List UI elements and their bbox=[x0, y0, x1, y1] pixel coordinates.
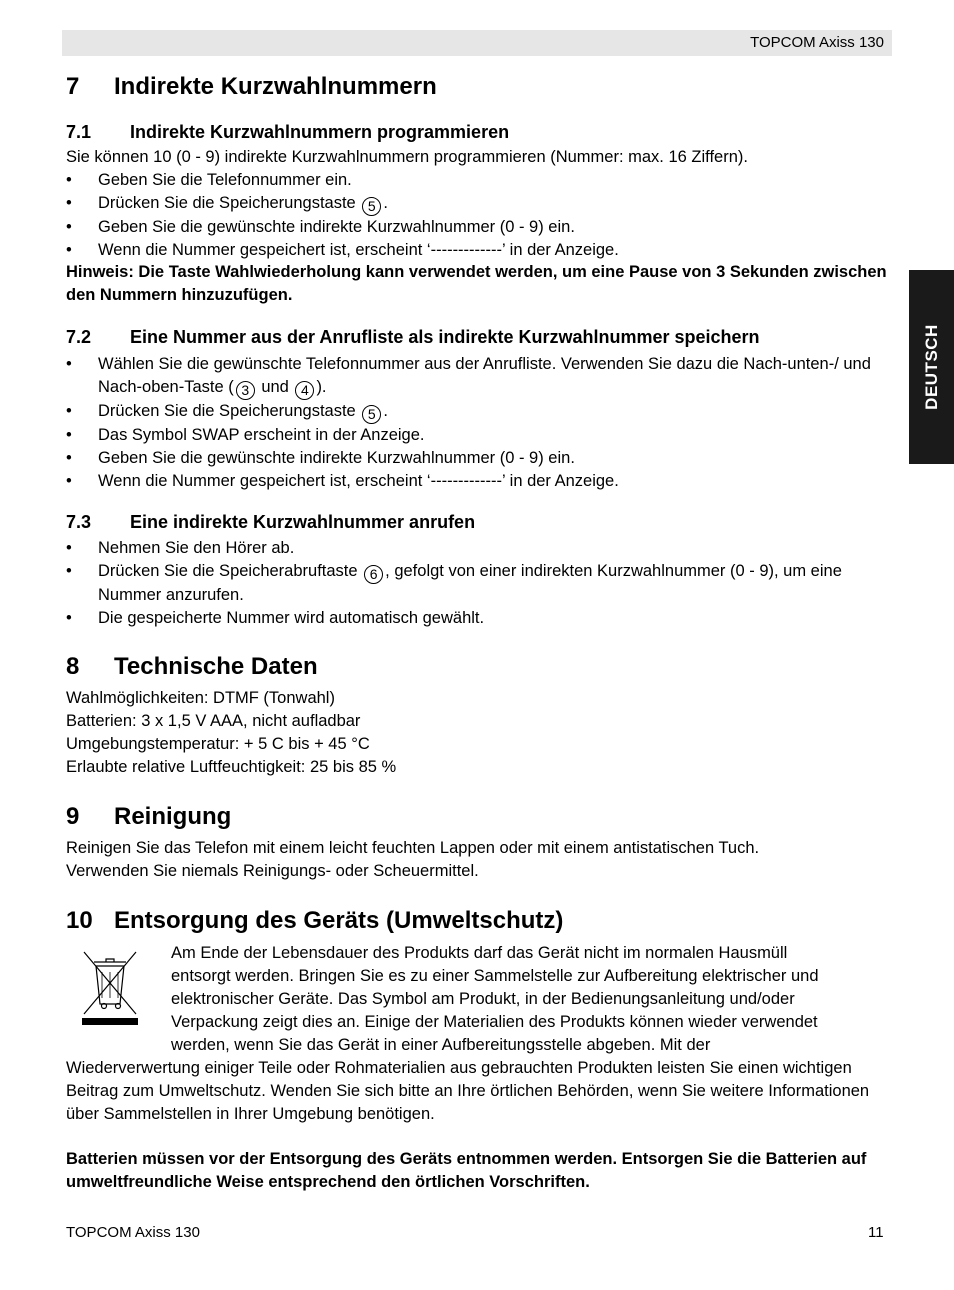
spec-line: Batterien: 3 x 1,5 V AAA, nicht aufladbar bbox=[66, 712, 361, 730]
list-item: • Drücken Sie die Speicherabruftaste 6 , gefolgt von einer indirekten Kurzwahlnummer (0 - 9), um eine Nummer anzurufen. bbox=[66, 562, 842, 604]
disposal-text-wrapped: Am Ende der Lebensdauer des Produkts darf das Gerät nicht im normalen Hausmüll entsorgt werden. Bringen Sie es zu einer Sammelstelle zur Aufbereitung elektrischer und elektronischer Geräte. Das Symbol am Produkt, in der Bedienungsanleitung und/oder Verpackung zeigt dies an. Einige der Materialien des Produkts können wieder verwendet werden, wenn Sie das Gerät in einer Aufbereitungsstelle abgeben. Mit der bbox=[171, 944, 819, 1054]
spec-line: Umgebungstemperatur: + 5 C bis + 45 °C bbox=[66, 735, 370, 753]
section-number: 8 bbox=[66, 653, 80, 680]
header-bar bbox=[62, 30, 892, 56]
disposal-text-rest: Wiederverwertung einiger Teile oder Rohmaterialien aus gebrauchten Produkten leisten Sie einen wichtigen Beitrag zum Umweltschutz. Wenden Sie sich bitte an Ihre örtlichen Behörden, wenn Sie weitere Informationen über Sammelstellen in Ihrer Umgebung benötigen. bbox=[66, 1059, 870, 1123]
section-title: Eine indirekte Kurzwahlnummer anrufen bbox=[130, 512, 476, 532]
section-number: 7 bbox=[66, 73, 80, 100]
store-key-icon: 5 bbox=[362, 405, 381, 424]
section-title: Technische Daten bbox=[114, 653, 318, 680]
language-tab-label: DEUTSCH bbox=[921, 324, 941, 410]
list-item: • Wählen Sie die gewünschte Telefonnummer aus der Anrufliste. Verwenden Sie dazu die Nach-unten-/ und Nach-oben-Taste ( 3 und 4 ). bbox=[66, 355, 871, 398]
recall-key-icon: 6 bbox=[364, 565, 383, 584]
header-title: TOPCOM Axiss 130 bbox=[750, 34, 884, 51]
spec-line: Wahlmöglichkeiten: DTMF (Tonwahl) bbox=[66, 689, 335, 707]
section-number: 7.1 bbox=[66, 122, 92, 142]
section-title: Entsorgung des Geräts (Umweltschutz) bbox=[114, 907, 564, 934]
battery-note: Batterien müssen vor der Entsorgung des Geräts entnommen werden. Entsorgen Sie die Batterien auf umweltfreundliche Weise entsprechend den örtlichen Vorschriften. bbox=[66, 1150, 867, 1191]
list-item: • Geben Sie die gewünschte indirekte Kurzwahlnummer (0 - 9) ein. bbox=[66, 449, 575, 467]
section-7-1-heading bbox=[66, 122, 509, 143]
section-10-heading bbox=[66, 907, 563, 935]
list-item: • Drücken Sie die Speicherungstaste 5 . bbox=[66, 194, 388, 214]
section-8-heading bbox=[66, 653, 318, 681]
section-7-2-heading bbox=[66, 327, 760, 348]
section-7-heading bbox=[66, 73, 437, 101]
section-7-1-note: Hinweis: Die Taste Wahlwiederholung kann verwendet werden, um eine Pause von 3 Sekunden zwischen den Nummern hinzuzufügen. bbox=[66, 263, 887, 304]
list-item: • Nehmen Sie den Hörer ab. bbox=[66, 539, 295, 557]
section-title: Indirekte Kurzwahlnummern bbox=[114, 73, 437, 100]
footer-product: TOPCOM Axiss 130 bbox=[66, 1224, 200, 1241]
list-item: • Drücken Sie die Speicherungstaste 5 . bbox=[66, 402, 388, 422]
section-number: 10 bbox=[66, 907, 93, 934]
section-7-1-intro: Sie können 10 (0 - 9) indirekte Kurzwahlnummern programmieren (Nummer: max. 16 Ziffern). bbox=[66, 148, 748, 166]
section-title: Eine Nummer aus der Anrufliste als indirekte Kurzwahlnummer speichern bbox=[130, 327, 760, 347]
list-item: • Die gespeicherte Nummer wird automatisch gewählt. bbox=[66, 609, 485, 627]
section-number: 7.3 bbox=[66, 512, 92, 532]
section-title: Indirekte Kurzwahlnummern programmieren bbox=[130, 122, 510, 142]
section-7-1-list bbox=[66, 169, 890, 262]
weee-bin-icon bbox=[80, 948, 140, 1028]
list-item: • Wenn die Nummer gespeichert ist, erscheint ‘-------------’ in der Anzeige. bbox=[66, 241, 619, 259]
down-key-icon: 3 bbox=[236, 381, 255, 400]
section-number: 9 bbox=[66, 803, 80, 830]
list-item: • Geben Sie die Telefonnummer ein. bbox=[66, 171, 352, 189]
section-9-heading bbox=[66, 803, 231, 831]
list-item: • Geben Sie die gewünschte indirekte Kurzwahlnummer (0 - 9) ein. bbox=[66, 218, 575, 236]
store-key-icon: 5 bbox=[362, 197, 381, 216]
language-tab bbox=[909, 270, 954, 464]
section-title: Reinigung bbox=[114, 803, 232, 830]
section-number: 7.2 bbox=[66, 327, 92, 347]
list-item: • Das Symbol SWAP erscheint in der Anzeige. bbox=[66, 426, 425, 444]
page-number: 11 bbox=[868, 1224, 884, 1241]
spec-line: Erlaubte relative Luftfeuchtigkeit: 25 bis 85 % bbox=[66, 758, 397, 776]
section-7-3-heading bbox=[66, 512, 475, 533]
section-7-3-list bbox=[66, 537, 890, 630]
list-item: • Wenn die Nummer gespeichert ist, erscheint ‘-------------’ in der Anzeige. bbox=[66, 472, 619, 490]
section-7-2-list bbox=[66, 353, 890, 493]
up-key-icon: 4 bbox=[295, 381, 314, 400]
cleaning-line: Verwenden Sie niemals Reinigungs- oder Scheuermittel. bbox=[66, 862, 479, 880]
cleaning-line: Reinigen Sie das Telefon mit einem leicht feuchten Lappen oder mit einem antistatischen Tuch. bbox=[66, 839, 760, 857]
